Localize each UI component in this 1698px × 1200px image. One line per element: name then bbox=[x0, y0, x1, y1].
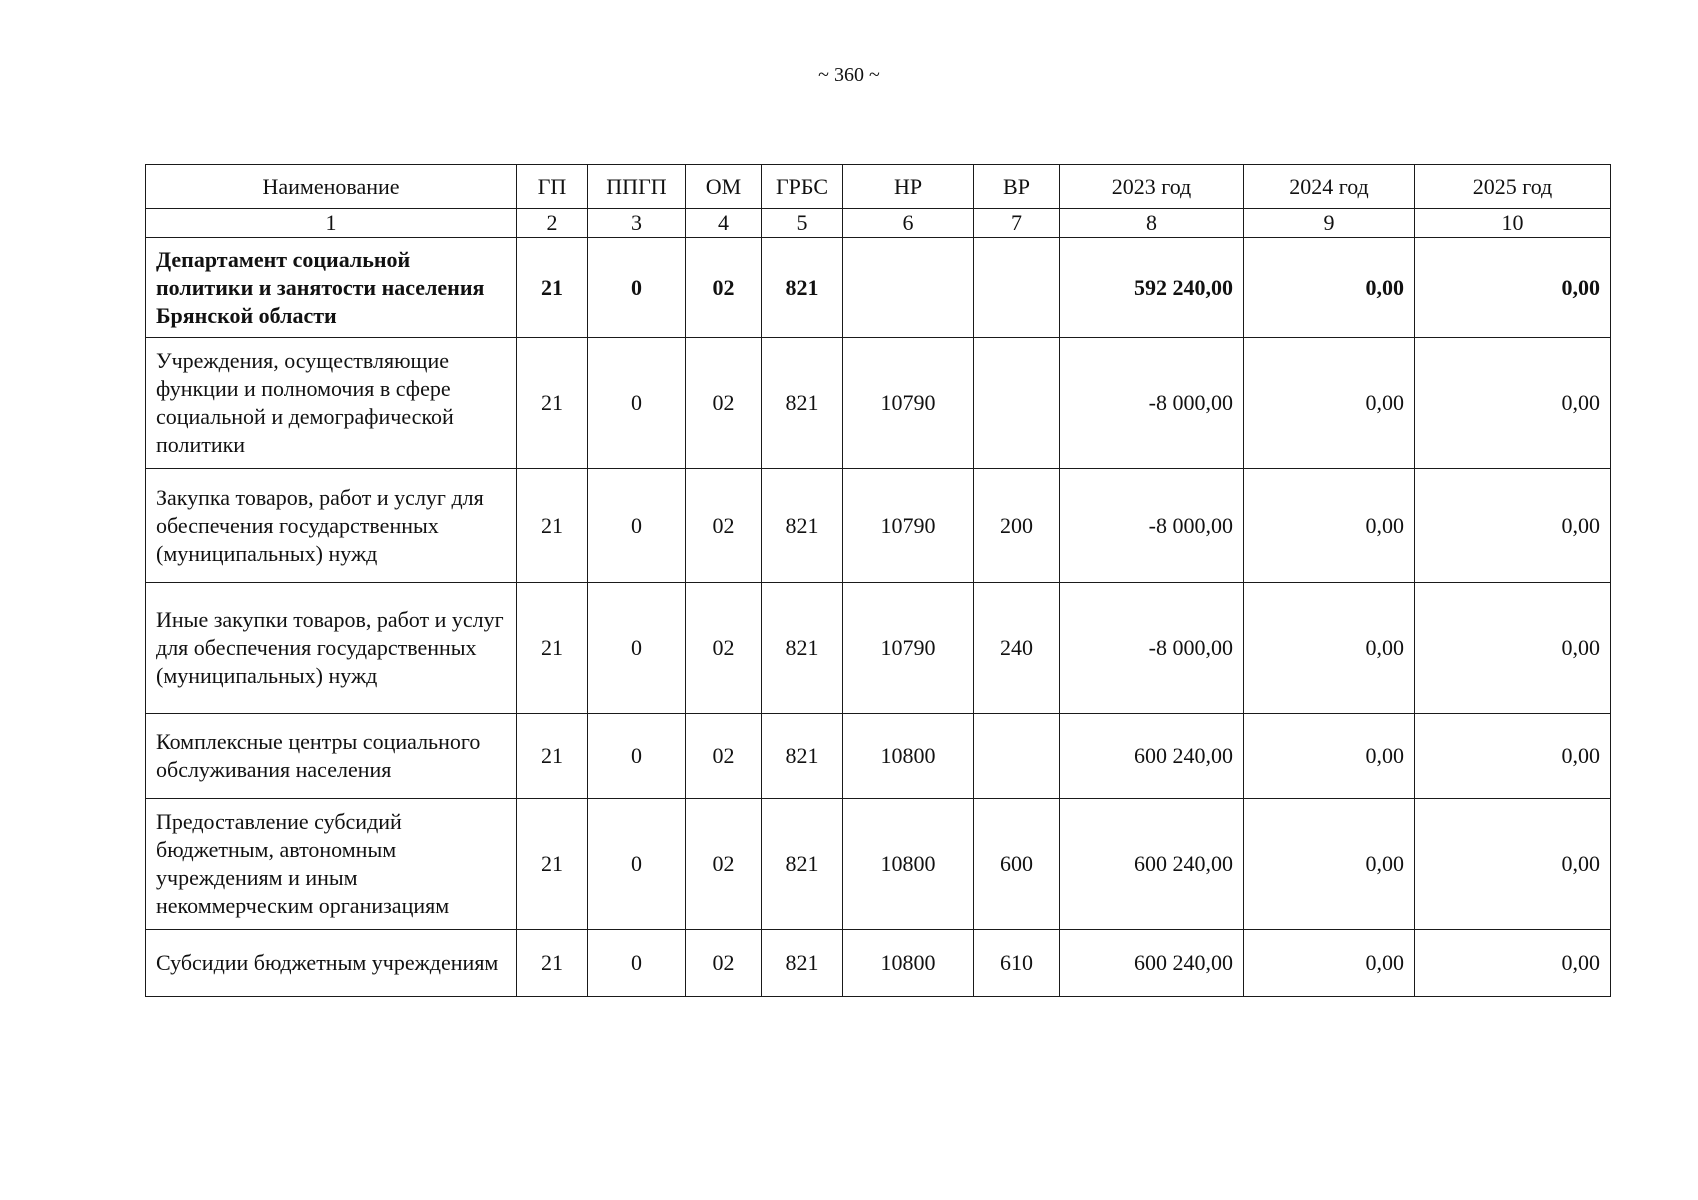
header-ppgp: ППГП bbox=[588, 165, 686, 209]
row-grbs: 821 bbox=[762, 799, 843, 930]
table-row-department bbox=[146, 238, 1611, 338]
table-row bbox=[146, 799, 1611, 930]
row-nr: 10800 bbox=[843, 799, 974, 930]
row-nr: 10790 bbox=[843, 583, 974, 714]
row-vr: 200 bbox=[974, 469, 1060, 583]
row-2023: -8 000,00 bbox=[1060, 469, 1244, 583]
row-nr: 10800 bbox=[843, 930, 974, 997]
column-number: 4 bbox=[686, 209, 762, 238]
column-number: 2 bbox=[517, 209, 588, 238]
column-number: 7 bbox=[974, 209, 1060, 238]
row-2025: 0,00 bbox=[1415, 469, 1611, 583]
row-grbs: 821 bbox=[762, 238, 843, 338]
row-2023: -8 000,00 bbox=[1060, 583, 1244, 714]
column-number: 3 bbox=[588, 209, 686, 238]
row-om: 02 bbox=[686, 338, 762, 469]
row-vr bbox=[974, 238, 1060, 338]
row-gp: 21 bbox=[517, 714, 588, 799]
header-grbs: ГРБС bbox=[762, 165, 843, 209]
row-gp: 21 bbox=[517, 583, 588, 714]
header-nr: НР bbox=[843, 165, 974, 209]
row-2024: 0,00 bbox=[1244, 469, 1415, 583]
row-2023: 600 240,00 bbox=[1060, 799, 1244, 930]
row-name: Предоставление субсидий бюджетным, автономным учреждениям и иным некоммерческим организациям bbox=[146, 799, 517, 930]
row-name: Субсидии бюджетным учреждениям bbox=[146, 930, 517, 997]
row-nr: 10800 bbox=[843, 714, 974, 799]
row-2024: 0,00 bbox=[1244, 799, 1415, 930]
row-nr: 10790 bbox=[843, 338, 974, 469]
table-row bbox=[146, 714, 1611, 799]
header-2024: 2024 год bbox=[1244, 165, 1415, 209]
row-vr bbox=[974, 338, 1060, 469]
row-vr: 600 bbox=[974, 799, 1060, 930]
row-om: 02 bbox=[686, 930, 762, 997]
row-ppgp: 0 bbox=[588, 799, 686, 930]
table-row bbox=[146, 583, 1611, 714]
header-2023: 2023 год bbox=[1060, 165, 1244, 209]
row-om: 02 bbox=[686, 799, 762, 930]
row-nr: 10790 bbox=[843, 469, 974, 583]
row-gp: 21 bbox=[517, 338, 588, 469]
row-grbs: 821 bbox=[762, 469, 843, 583]
row-name: Закупка товаров, работ и услуг для обеспечения государственных (муниципальных) нужд bbox=[146, 469, 517, 583]
row-gp: 21 bbox=[517, 799, 588, 930]
row-ppgp: 0 bbox=[588, 714, 686, 799]
row-grbs: 821 bbox=[762, 930, 843, 997]
table-row bbox=[146, 338, 1611, 469]
row-gp: 21 bbox=[517, 930, 588, 997]
row-name: Департамент социальной политики и занятости населения Брянской области bbox=[146, 238, 517, 338]
row-2023: 592 240,00 bbox=[1060, 238, 1244, 338]
row-vr bbox=[974, 714, 1060, 799]
header-row bbox=[146, 165, 1611, 209]
header-vr: ВР bbox=[974, 165, 1060, 209]
row-grbs: 821 bbox=[762, 714, 843, 799]
header-om: ОМ bbox=[686, 165, 762, 209]
header-gp: ГП bbox=[517, 165, 588, 209]
row-2024: 0,00 bbox=[1244, 583, 1415, 714]
row-ppgp: 0 bbox=[588, 238, 686, 338]
row-gp: 21 bbox=[517, 469, 588, 583]
row-2025: 0,00 bbox=[1415, 799, 1611, 930]
row-vr: 610 bbox=[974, 930, 1060, 997]
row-ppgp: 0 bbox=[588, 583, 686, 714]
row-name: Иные закупки товаров, работ и услуг для обеспечения государственных (муниципальных) нужд bbox=[146, 583, 517, 714]
row-2025: 0,00 bbox=[1415, 338, 1611, 469]
row-2025: 0,00 bbox=[1415, 930, 1611, 997]
row-ppgp: 0 bbox=[588, 469, 686, 583]
row-2023: 600 240,00 bbox=[1060, 714, 1244, 799]
column-number: 9 bbox=[1244, 209, 1415, 238]
row-2024: 0,00 bbox=[1244, 930, 1415, 997]
table-row bbox=[146, 469, 1611, 583]
row-grbs: 821 bbox=[762, 338, 843, 469]
row-2025: 0,00 bbox=[1415, 714, 1611, 799]
row-2023: -8 000,00 bbox=[1060, 338, 1244, 469]
header-name: Наименование bbox=[146, 165, 517, 209]
column-number: 10 bbox=[1415, 209, 1611, 238]
row-om: 02 bbox=[686, 469, 762, 583]
row-2025: 0,00 bbox=[1415, 238, 1611, 338]
row-2023: 600 240,00 bbox=[1060, 930, 1244, 997]
column-number: 8 bbox=[1060, 209, 1244, 238]
row-2025: 0,00 bbox=[1415, 583, 1611, 714]
row-om: 02 bbox=[686, 714, 762, 799]
table-row bbox=[146, 930, 1611, 997]
row-2024: 0,00 bbox=[1244, 238, 1415, 338]
row-2024: 0,00 bbox=[1244, 338, 1415, 469]
row-2024: 0,00 bbox=[1244, 714, 1415, 799]
header-2025: 2025 год bbox=[1415, 165, 1611, 209]
column-number: 1 bbox=[146, 209, 517, 238]
row-name: Учреждения, осуществляющие функции и полномочия в сфере социальной и демографической политики bbox=[146, 338, 517, 469]
page-number: ~ 360 ~ bbox=[818, 64, 880, 86]
column-number: 6 bbox=[843, 209, 974, 238]
row-om: 02 bbox=[686, 583, 762, 714]
column-number: 5 bbox=[762, 209, 843, 238]
column-number-row bbox=[146, 209, 1611, 238]
row-ppgp: 0 bbox=[588, 338, 686, 469]
budget-table bbox=[145, 164, 1611, 997]
row-gp: 21 bbox=[517, 238, 588, 338]
row-grbs: 821 bbox=[762, 583, 843, 714]
row-name: Комплексные центры социального обслуживания населения bbox=[146, 714, 517, 799]
row-om: 02 bbox=[686, 238, 762, 338]
row-ppgp: 0 bbox=[588, 930, 686, 997]
row-vr: 240 bbox=[974, 583, 1060, 714]
row-nr bbox=[843, 238, 974, 338]
